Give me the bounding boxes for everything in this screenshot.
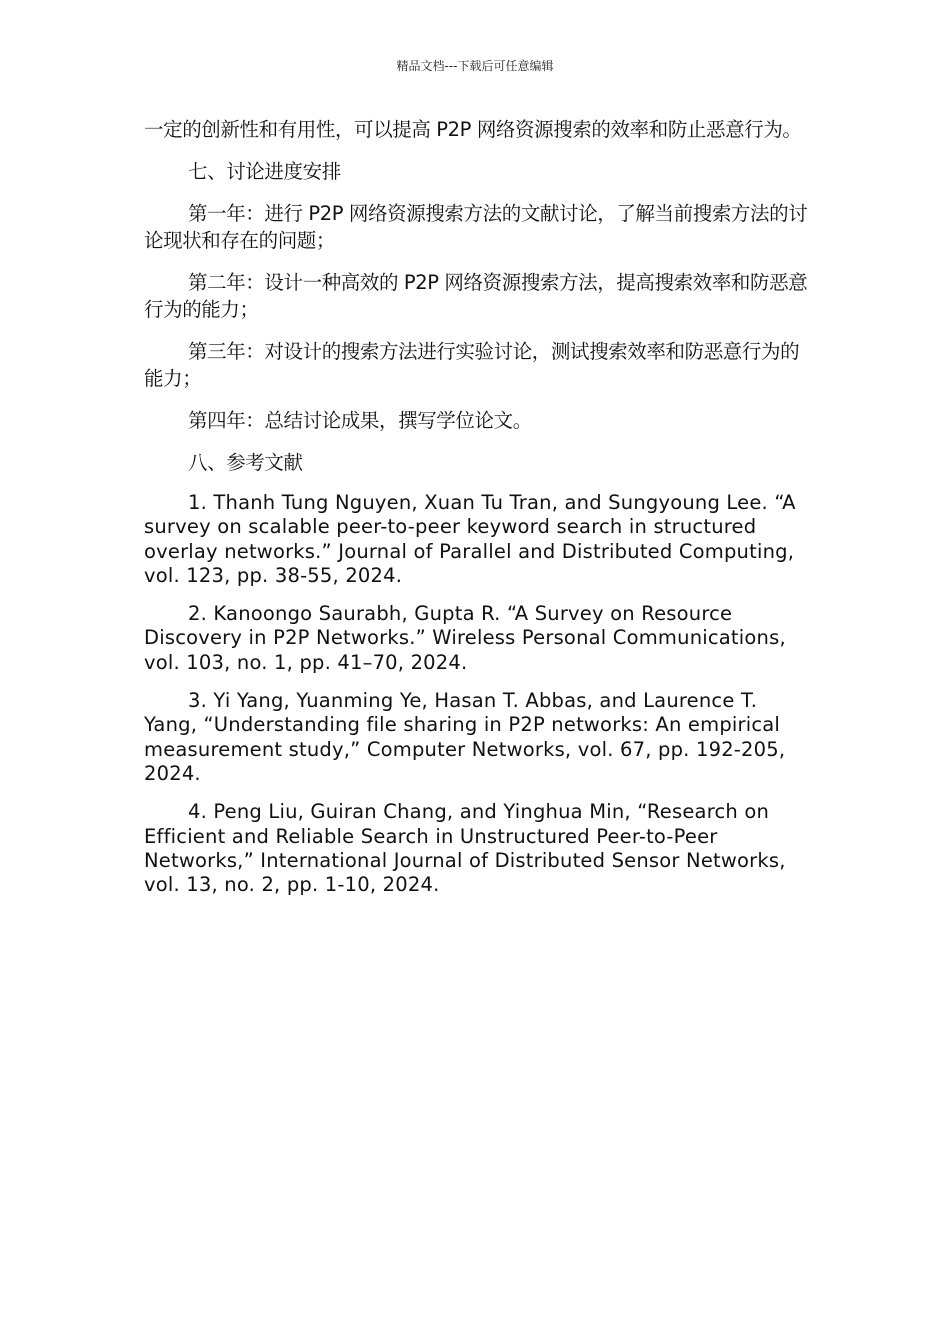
reference-item: 2. Kanoongo Saurabh, Gupta R. “A Survey on Resource Discovery in P2P Networks.” Wireless Personal Communications, vol. 103, no. 1, pp. 41–70, 2024. <box>144 602 786 674</box>
section-heading-schedule: 七、讨论进度安排 <box>188 160 341 183</box>
paragraph-year-4: 第四年：总结讨论成果，撰写学位论文。 <box>188 409 532 432</box>
reference-item: 1. Thanh Tung Nguyen, Xuan Tu Tran, and Sungyoung Lee. “A survey on scalable peer-to-peer keyword search in structured overlay networks.” Journal of Parallel and Distributed Computing, vol. 123, pp. 38-55, 2024. <box>144 491 796 587</box>
paragraph-year-1: 第一年：进行 P2P 网络资源搜索方法的文献讨论，了解当前搜索方法的讨论现状和存在的问题； <box>144 202 808 252</box>
section-heading-references: 八、参考文献 <box>188 451 303 474</box>
paragraph-intro-continuation: 一定的创新性和有用性，可以提高 P2P 网络资源搜索的效率和防止恶意行为。 <box>144 118 802 141</box>
reference-item: 4. Peng Liu, Guiran Chang, and Yinghua Min, “Research on Efficient and Reliable Search in Unstructured Peer-to-Peer Networks,” International Journal of Distributed Sensor Networks, vol. 13, no. 2, pp. 1-10, 2024. <box>144 800 786 897</box>
page-header: 精品文档---下载后可任意编辑 <box>396 59 554 73</box>
paragraph-year-2: 第二年：设计一种高效的 P2P 网络资源搜索方法，提高搜索效率和防恶意行为的能力； <box>144 271 808 321</box>
reference-item: 3. Yi Yang, Yuanming Ye, Hasan T. Abbas, and Laurence T. Yang, “Understanding file sharing in P2P networks: An empirical measurement study,” Computer Networks, vol. 67, pp. 192-205, 2024. <box>144 689 786 785</box>
document-body <box>144 116 808 911</box>
paragraph-year-3: 第三年：对设计的搜索方法进行实验讨论，测试搜索效率和防恶意行为的能力； <box>144 340 800 390</box>
